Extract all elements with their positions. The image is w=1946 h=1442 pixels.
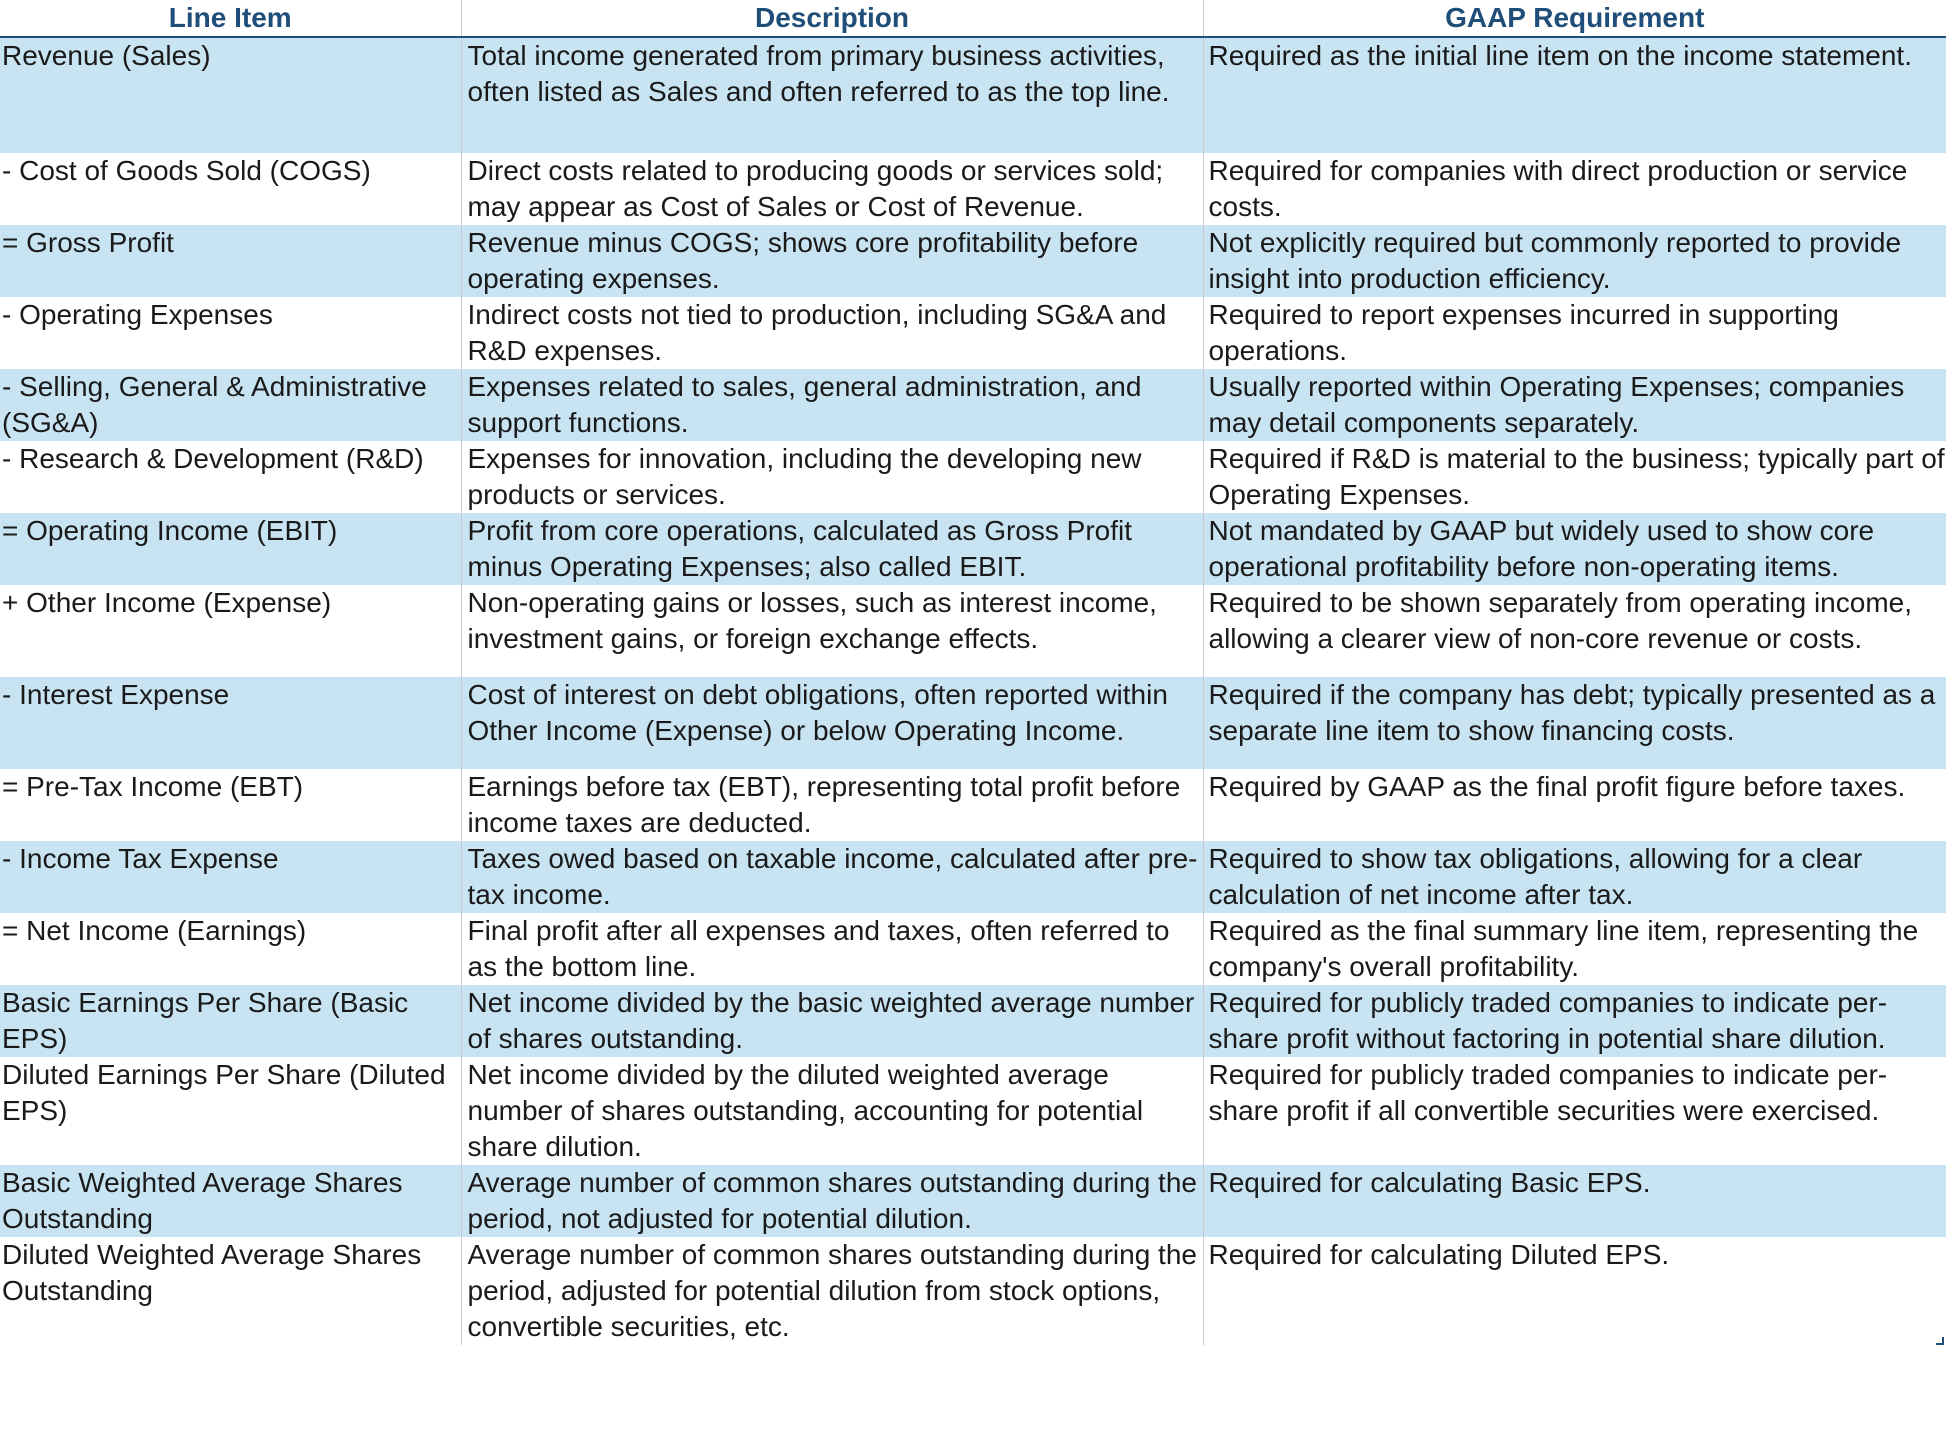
cell-description[interactable]: Net income divided by the diluted weighted average number of shares outstanding, accounting for potential share dilution. — [461, 1057, 1203, 1165]
cell-line-item[interactable]: + Other Income (Expense) — [0, 585, 461, 677]
table-row — [0, 585, 1946, 677]
cell-description[interactable]: Cost of interest on debt obligations, often reported within Other Income (Expense) or below Operating Income. — [461, 677, 1203, 769]
cell-description[interactable]: Final profit after all expenses and taxes, often referred to as the bottom line. — [461, 913, 1203, 985]
cell-description[interactable]: Expenses for innovation, including the developing new products or services. — [461, 441, 1203, 513]
cell-description[interactable]: Earnings before tax (EBT), representing total profit before income taxes are deducted. — [461, 769, 1203, 841]
cell-line-item[interactable]: = Net Income (Earnings) — [0, 913, 461, 985]
table-row — [0, 441, 1946, 513]
cell-line-item[interactable]: - Operating Expenses — [0, 297, 461, 369]
table-row — [0, 913, 1946, 985]
cell-line-item[interactable]: - Research & Development (R&D) — [0, 441, 461, 513]
table-row — [0, 153, 1946, 225]
cell-line-item[interactable]: = Pre-Tax Income (EBT) — [0, 769, 461, 841]
column-header-line-item[interactable]: Line Item — [0, 0, 461, 37]
cell-gaap-requirement[interactable]: Required to be shown separately from operating income, allowing a clearer view of non-core revenue or costs. — [1203, 585, 1946, 677]
cell-line-item[interactable]: Diluted Earnings Per Share (Diluted EPS) — [0, 1057, 461, 1165]
table-row — [0, 677, 1946, 769]
cell-gaap-requirement[interactable]: Required as the initial line item on the income statement. — [1203, 37, 1946, 153]
cell-gaap-requirement[interactable]: Required if the company has debt; typically presented as a separate line item to show financing costs. — [1203, 677, 1946, 769]
cell-gaap-requirement[interactable]: Usually reported within Operating Expenses; companies may detail components separately. — [1203, 369, 1946, 441]
cell-gaap-requirement[interactable]: Required if R&D is material to the business; typically part of Operating Expenses. — [1203, 441, 1946, 513]
table-row — [0, 769, 1946, 841]
cell-description[interactable]: Average number of common shares outstanding during the period, not adjusted for potential dilution. — [461, 1165, 1203, 1237]
cell-gaap-requirement[interactable]: Required as the final summary line item, representing the company's overall profitability. — [1203, 913, 1946, 985]
cell-line-item[interactable]: Diluted Weighted Average Shares Outstanding — [0, 1237, 461, 1345]
cell-gaap-requirement[interactable]: Required for publicly traded companies to indicate per-share profit without factoring in potential share dilution. — [1203, 985, 1946, 1057]
table-row — [0, 1165, 1946, 1237]
cell-description[interactable]: Profit from core operations, calculated as Gross Profit minus Operating Expenses; also called EBIT. — [461, 513, 1203, 585]
table-row — [0, 841, 1946, 913]
cell-line-item[interactable]: Basic Weighted Average Shares Outstanding — [0, 1165, 461, 1237]
cell-line-item[interactable]: - Selling, General & Administrative (SG&A) — [0, 369, 461, 441]
cell-description[interactable]: Average number of common shares outstanding during the period, adjusted for potential dilution from stock options, convertible securities, etc. — [461, 1237, 1203, 1345]
table-row — [0, 297, 1946, 369]
cell-line-item[interactable]: Basic Earnings Per Share (Basic EPS) — [0, 985, 461, 1057]
cell-line-item[interactable]: = Operating Income (EBIT) — [0, 513, 461, 585]
table-row — [0, 513, 1946, 585]
table-row — [0, 985, 1946, 1057]
cell-gaap-requirement[interactable]: Required for companies with direct production or service costs. — [1203, 153, 1946, 225]
cell-line-item[interactable]: = Gross Profit — [0, 225, 461, 297]
cell-gaap-requirement[interactable]: Not explicitly required but commonly reported to provide insight into production efficiency. — [1203, 225, 1946, 297]
cell-line-item[interactable]: Revenue (Sales) — [0, 37, 461, 153]
cell-description[interactable]: Direct costs related to producing goods or services sold; may appear as Cost of Sales or Cost of Revenue. — [461, 153, 1203, 225]
table-row — [0, 1237, 1946, 1345]
cell-description[interactable]: Revenue minus COGS; shows core profitability before operating expenses. — [461, 225, 1203, 297]
cell-line-item[interactable]: - Interest Expense — [0, 677, 461, 769]
resize-handle-icon[interactable] — [1936, 1337, 1944, 1345]
table-row — [0, 225, 1946, 297]
cell-description[interactable]: Non-operating gains or losses, such as interest income, investment gains, or foreign exchange effects. — [461, 585, 1203, 677]
cell-gaap-requirement[interactable]: Required to show tax obligations, allowing for a clear calculation of net income after tax. — [1203, 841, 1946, 913]
column-header-gaap-requirement[interactable]: GAAP Requirement — [1203, 0, 1946, 37]
column-header-description[interactable]: Description — [461, 0, 1203, 37]
table-row — [0, 1057, 1946, 1165]
cell-description[interactable]: Indirect costs not tied to production, including SG&A and R&D expenses. — [461, 297, 1203, 369]
cell-description[interactable]: Expenses related to sales, general administration, and support functions. — [461, 369, 1203, 441]
cell-description[interactable]: Taxes owed based on taxable income, calculated after pre-tax income. — [461, 841, 1203, 913]
cell-description[interactable]: Net income divided by the basic weighted average number of shares outstanding. — [461, 985, 1203, 1057]
cell-line-item[interactable]: - Cost of Goods Sold (COGS) — [0, 153, 461, 225]
cell-gaap-requirement[interactable]: Required for calculating Diluted EPS. — [1203, 1237, 1946, 1345]
cell-gaap-requirement[interactable]: Required for calculating Basic EPS. — [1203, 1165, 1946, 1237]
cell-line-item[interactable]: - Income Tax Expense — [0, 841, 461, 913]
table-row — [0, 369, 1946, 441]
cell-gaap-requirement[interactable]: Required for publicly traded companies to indicate per-share profit if all convertible securities were exercised. — [1203, 1057, 1946, 1165]
header-row — [0, 0, 1946, 37]
cell-gaap-requirement[interactable]: Not mandated by GAAP but widely used to show core operational profitability before non-operating items. — [1203, 513, 1946, 585]
cell-description[interactable]: Total income generated from primary business activities, often listed as Sales and often referred to as the top line. — [461, 37, 1203, 153]
cell-gaap-requirement[interactable]: Required to report expenses incurred in supporting operations. — [1203, 297, 1946, 369]
cell-gaap-requirement[interactable]: Required by GAAP as the final profit figure before taxes. — [1203, 769, 1946, 841]
table-body — [0, 37, 1946, 1345]
table-row — [0, 37, 1946, 153]
